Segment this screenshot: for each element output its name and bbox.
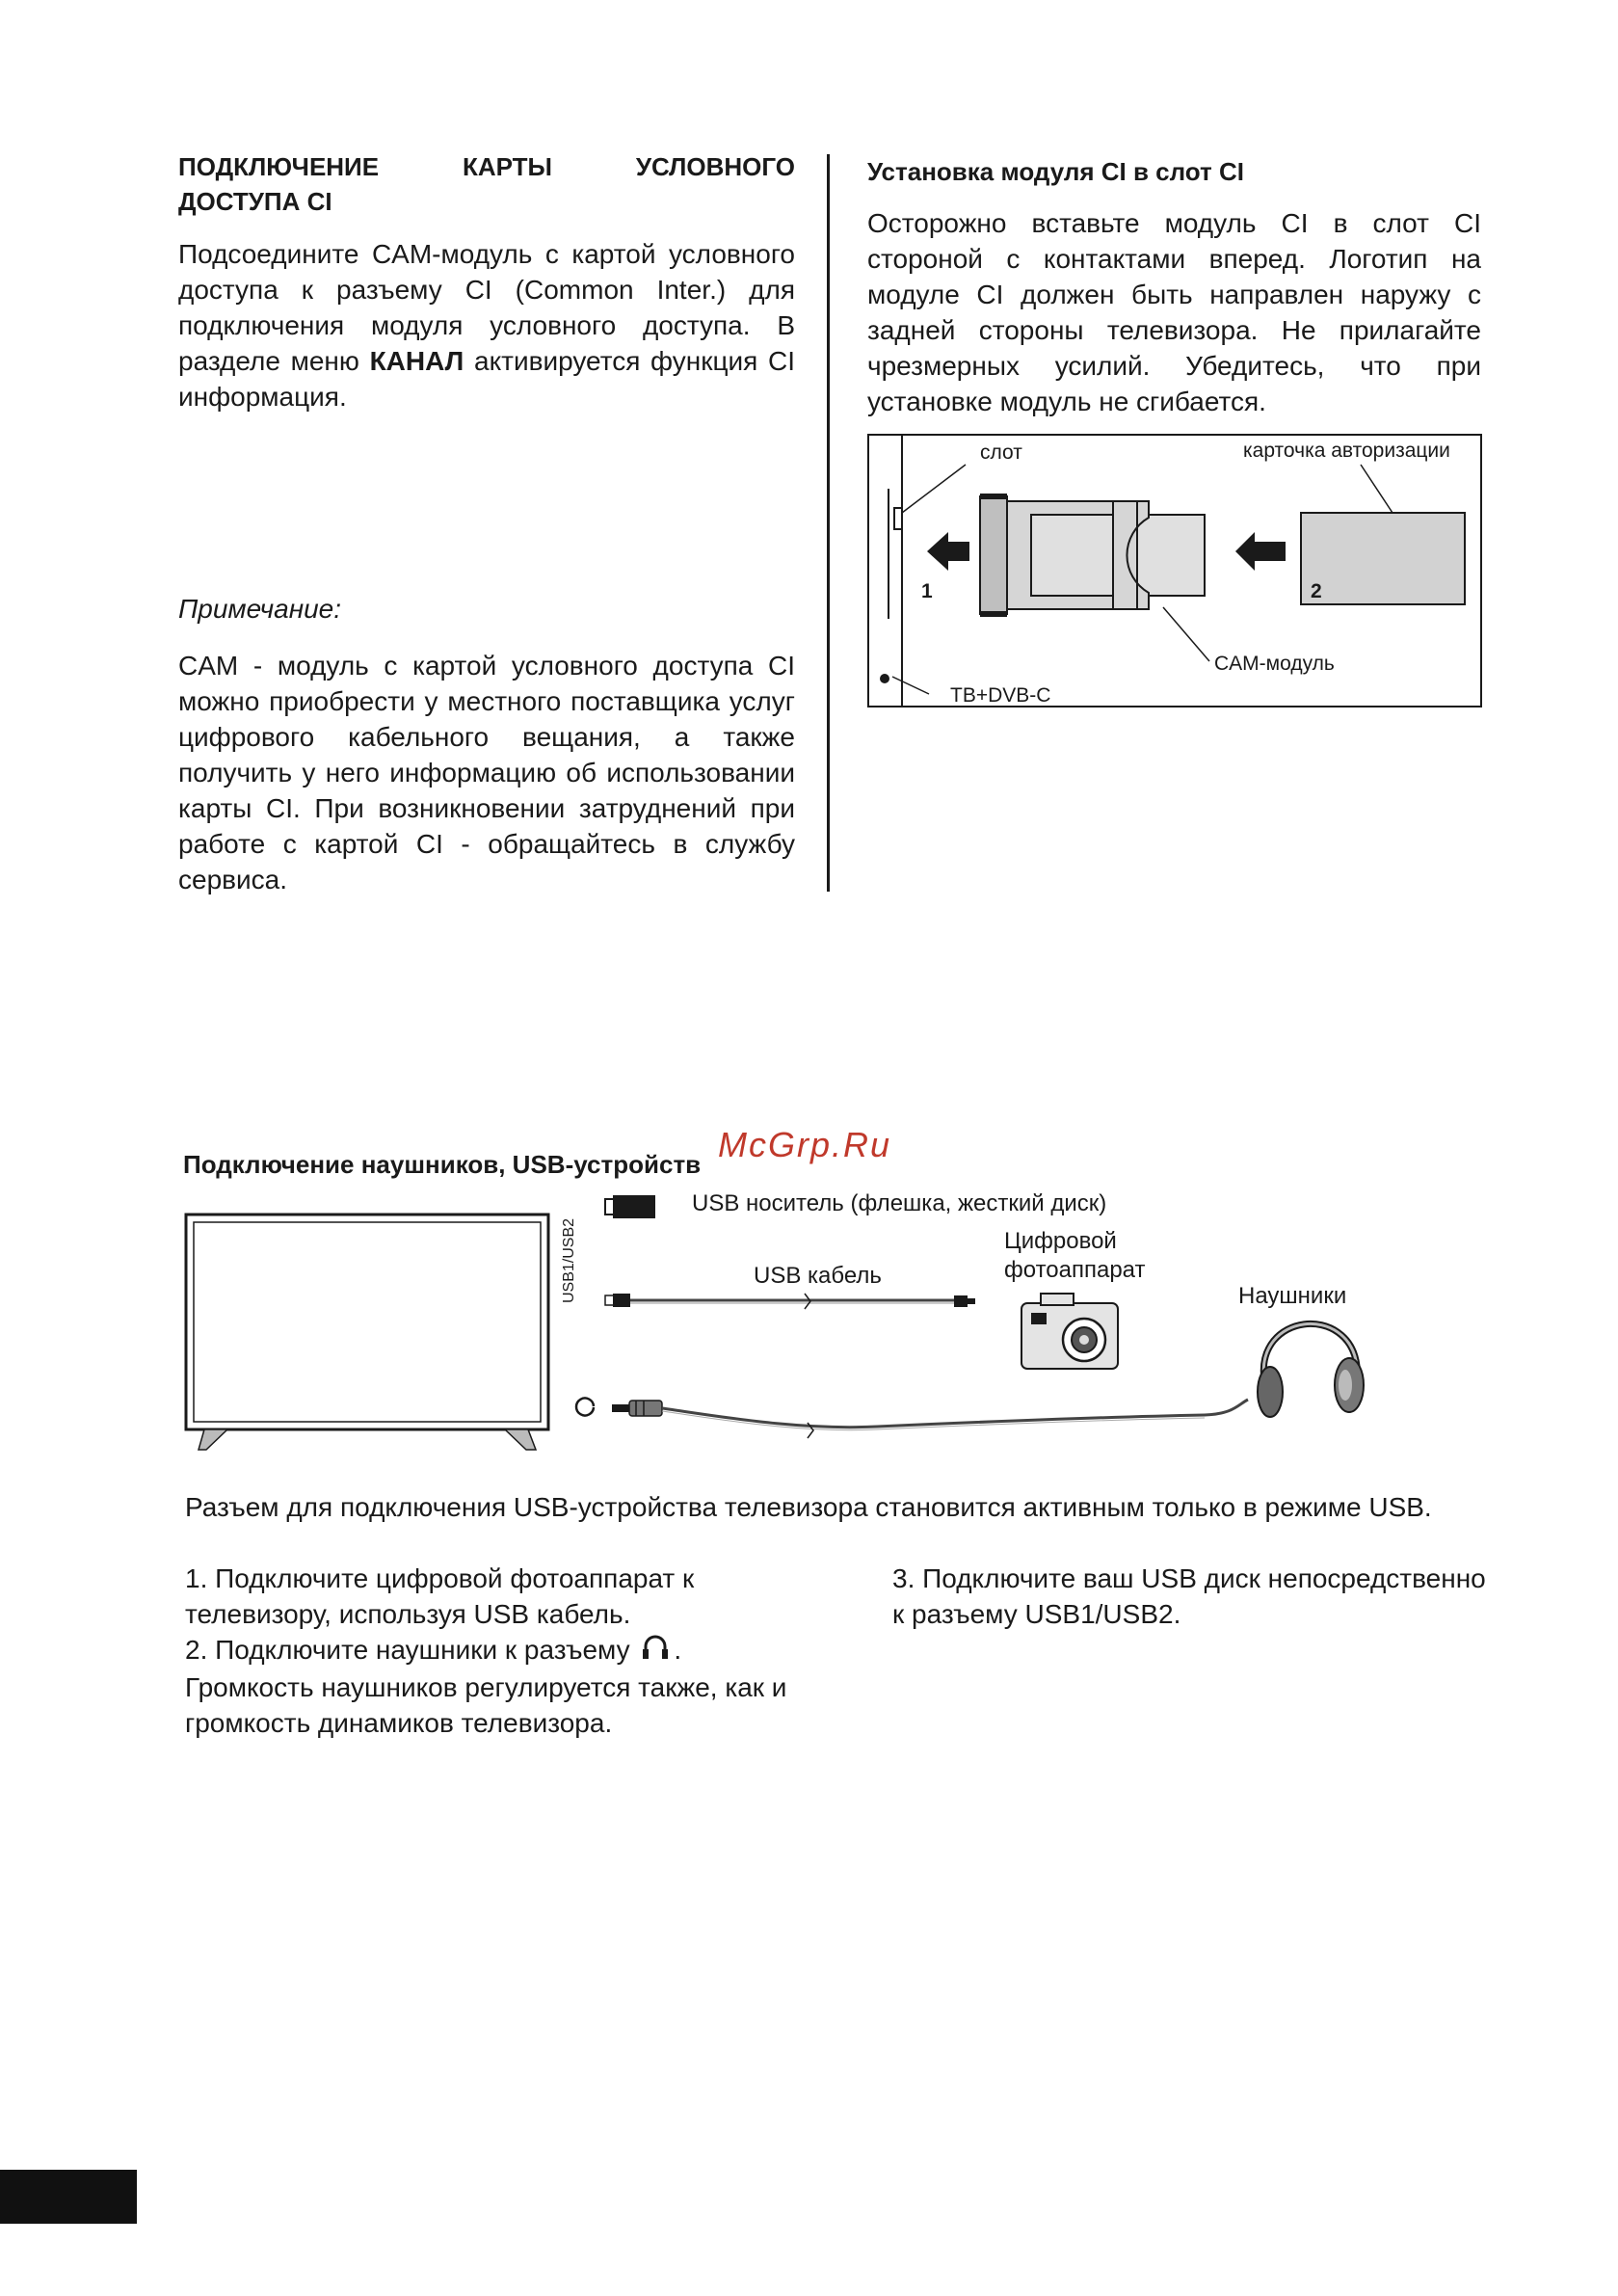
label-camera-line1: Цифровой: [1004, 1228, 1117, 1254]
usb-intro-text: Разъем для подключения USB-устройства телевизора становится активным только в режиме USB.: [185, 1492, 1432, 1522]
note-label: Примечание:: [178, 594, 342, 624]
usb-diagram-drawing: [183, 1188, 1436, 1467]
label-usb-storage: USB носитель (флешка, жесткий диск): [692, 1190, 1107, 1216]
label-slot: слот: [980, 441, 1022, 464]
label-camera-line2: фотоаппарат: [1004, 1257, 1146, 1283]
label-auth-card: карточка авторизации: [1243, 440, 1450, 462]
menu-channel-name: КАНАЛ: [369, 346, 464, 376]
usb-step-1: 1. Подключите цифровой фотоаппарат к телевизору, используя USB кабель.: [185, 1563, 695, 1629]
label-headphones: Наушники: [1238, 1283, 1347, 1309]
column-divider: [827, 154, 830, 892]
step-1-number: 1: [921, 580, 933, 602]
ci-install-diagram: [867, 434, 1482, 707]
step-2-number: 2: [1311, 580, 1322, 602]
usb-step-2: [185, 1632, 802, 1741]
install-heading: Установка модуля CI в слот CI: [867, 157, 1244, 186]
install-text: Осторожно вставьте модуль CI в слот CI стороной с контактами вперед. Логотип на модуле CI должен быть направлен наружу с задней стороны телевизора. Не прилагайте чрезмерных усилий. Убедитесь, что при установке модуль не сгибается.: [867, 208, 1481, 416]
usb-step-2-part3: Громкость наушников регулируется также, как и громкость динамиков телевизора.: [185, 1672, 787, 1739]
ci-paragraph: [178, 236, 795, 414]
usb-connection-diagram: [183, 1188, 1436, 1467]
label-cam-module: CAM-модуль: [1214, 653, 1335, 675]
note-text: CAM - модуль с картой условного доступа CI можно приобрести у местного поставщика услуг цифрового кабельного вещания, а также получить у него информацию об использовании карты CI. При возникновении затруднений при работе с картой CI - обращайтесь в службу сервиса.: [178, 651, 795, 894]
watermark-logo: McGrp.Ru: [718, 1125, 892, 1164]
ci-paragraph-part2: активируется функция CI информация.: [178, 346, 795, 412]
headphone-jack-icon: [641, 1634, 670, 1669]
label-usb-cable: USB кабель: [754, 1263, 882, 1289]
page-footer-block: [0, 2170, 137, 2224]
ci-heading: [178, 149, 795, 219]
usb-heading: Подключение наушников, USB-устройств: [183, 1150, 702, 1179]
usb-step-2-part1: 2. Подключите наушники к разъему: [185, 1635, 630, 1665]
ci-heading-line2: ДОСТУПА CI: [178, 187, 332, 216]
usb-step-3: 3. Подключите ваш USB диск непосредственно к разъему USB1/USB2.: [892, 1563, 1486, 1629]
ci-heading-line1: ПОДКЛЮЧЕНИЕ КАРТЫ УСЛОВНОГО: [178, 152, 795, 181]
ci-paragraph-part1: Подсоедините CAM-модуль с картой условного доступа к разъему CI (Common Inter.) для подключения модуля условного доступа. В разделе меню: [178, 239, 795, 376]
usb-port-label: USB1/USB2: [561, 1217, 577, 1303]
usb-step-2-part2: .: [674, 1635, 682, 1665]
label-tv-dvbc: ТВ+DVB-C: [950, 684, 1051, 707]
ci-diagram-drawing: [869, 436, 1480, 706]
